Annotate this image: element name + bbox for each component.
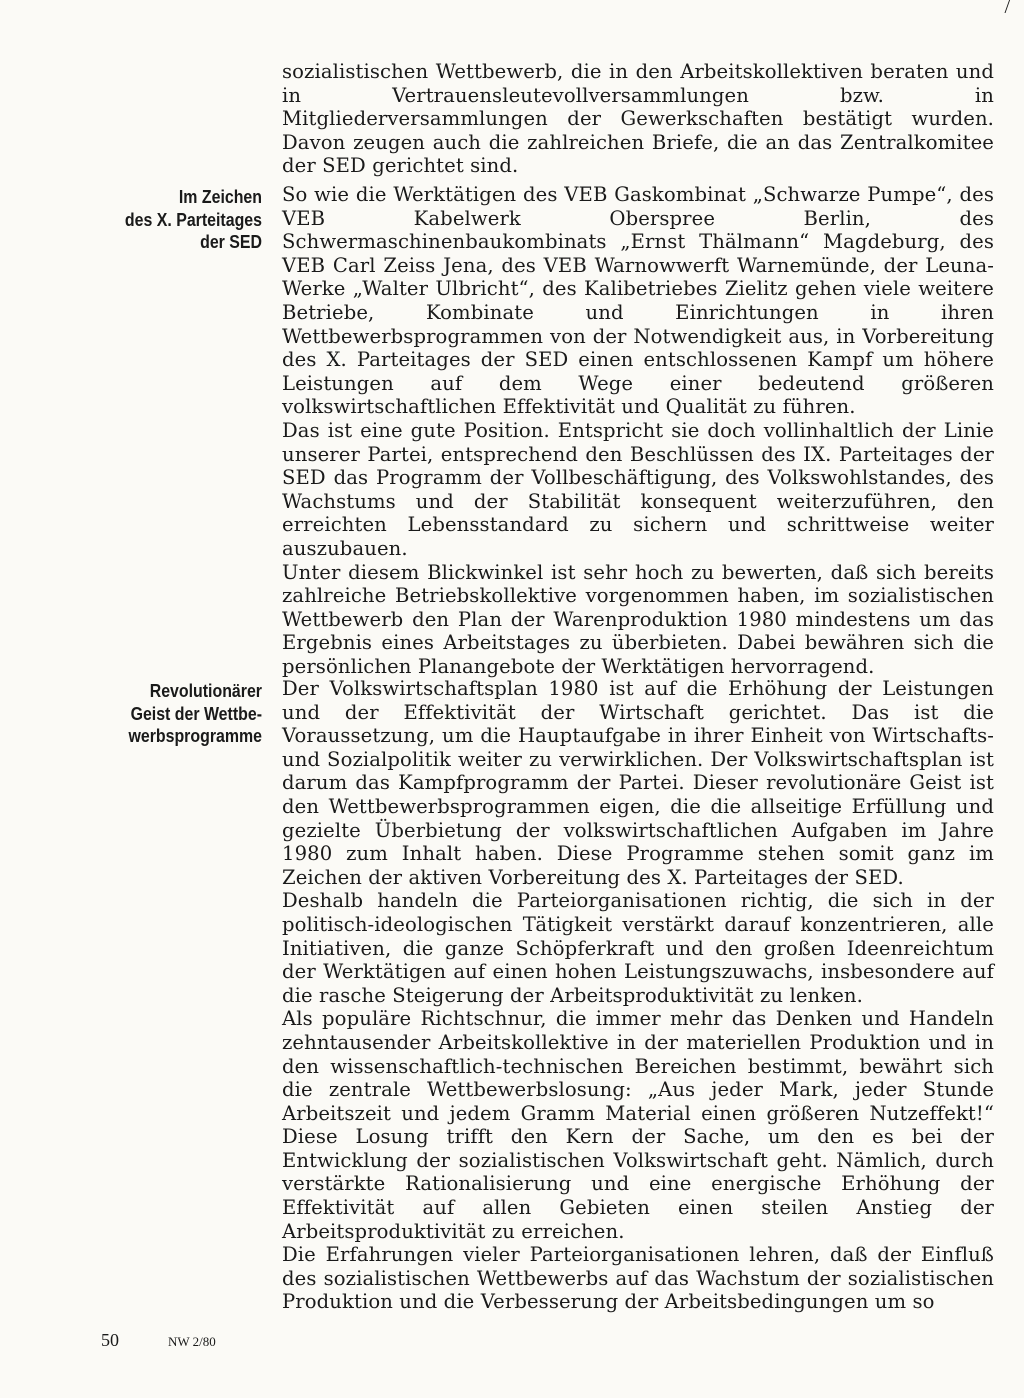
heading-line: werbsprogramme (128, 725, 262, 746)
heading-line: Im Zeichen (178, 186, 262, 207)
issue-label: NW 2/80 (168, 1334, 216, 1349)
margin-heading-2 (107, 680, 262, 748)
section-2-text (282, 677, 994, 1314)
heading-line: Revolutionärer (149, 680, 262, 701)
heading-line: der SED (200, 231, 262, 252)
corner-mark: / (1004, 0, 1010, 18)
heading-line: des X. Parteitages (124, 208, 262, 230)
paragraph: Als populäre Richtschnur, die immer mehr das Denken und Handeln zehntausender Arbeitskollektive in der materiellen Produktion und in den wissenschaftlich-technischen Bereichen bestimmt, bewährt sich die zentrale Wettbewerbslosung: „Aus jeder Mark, jeder Stunde Arbeitszeit und jedem Gramm Material einen größeren Nutzeffekt!“ Diese Losung trifft den Kern der Sache, um den es bei der Entwicklung der sozialistischen Volkswirtschaft geht. Nämlich, durch verstärkte Rationalisierung und eine energische Erhöhung der Effektivität auf allen Gebieten einen steilen Anstieg der Arbeitsproduktivität zu erreichen. (282, 1007, 994, 1243)
paragraph: Die Erfahrungen vieler Parteiorganisationen lehren, daß der Einfluß des sozialistischen Wettbewerbs auf das Wachstum der sozialistischen Produktion und die Verbesserung der Arbeitsbedingungen um so (282, 1243, 994, 1314)
paragraph: Das ist eine gute Position. Entspricht sie doch vollinhaltlich der Linie unserer Partei, entsprechend den Beschlüssen des IX. Parteitages der SED das Programm der Vollbeschäftigung, des Volkswohlstandes, des Wachstums und der Stabilität konsequent weiterzuführen, den erreichten Lebensstandard zu sichern und schrittweise weiter auszubauen. (282, 418, 994, 560)
paragraph: Deshalb handeln die Parteiorganisationen richtig, die sich in der politisch-ideologischen Tätigkeit verstärkt darauf konzentrieren, alle Initiativen, die ganze Schöpferkraft und den großen Ideenreichtum der Werktätigen auf einen hohen Leistungszuwachs, insbesondere auf die rasche Steigerung der Arbeitsproduktivität zu lenken. (282, 889, 994, 1007)
page-number: 50 (101, 1330, 119, 1350)
paragraph: sozialistischen Wettbewerb, die in den Arbeitskollektiven beraten und in Vertrauensleutevollversammlungen bzw. in Mitgliederversammlungen der Gewerkschaften bestätigt wurden. Davon zeugen auch die zahlreichen Briefe, die an das Zentralkomitee der SED gerichtet sind. (282, 60, 994, 178)
margin-heading-1 (107, 186, 262, 254)
paragraph: Unter diesem Blickwinkel ist sehr hoch zu bewerten, daß sich bereits zahlreiche Betriebskollektive vorgenommen haben, im sozialistischen Wettbewerb den Plan der Warenproduktion 1980 mindestens um das Ergebnis eines Arbeitstages zu überbieten. Dabei bewähren sich die persönlichen Planangebote der Werktätigen hervorragend. (282, 560, 994, 678)
section-1-text (282, 183, 994, 678)
heading-line: Geist der Wettbe- (130, 702, 262, 724)
paragraph: Der Volkswirtschaftsplan 1980 ist auf die Erhöhung der Leistungen und der Effektivität der Wirtschaft gerichtet. Das ist die Voraussetzung, um die Hauptaufgabe in ihrer Einheit von Wirtschafts- und Sozialpolitik weiter zu verwirklichen. Der Volkswirtschaftsplan ist darum das Kampfprogramm der Partei. Dieser revolutionäre Geist ist den Wettbewerbsprogrammen eigen, die die allseitige Erfüllung und gezielte Überbietung der volkswirtschaftlichen Aufgaben im Jahre 1980 zum Inhalt haben. Diese Programme stehen somit ganz im Zeichen der aktiven Vorbereitung des X. Parteitages der SED. (282, 677, 994, 889)
intro-text (282, 60, 994, 178)
paragraph: So wie die Werktätigen des VEB Gaskombinat „Schwarze Pumpe“, des VEB Kabelwerk Oberspree Berlin, des Schwermaschinenbaukombinats „Ernst Thälmann“ Magdeburg, des VEB Carl Zeiss Jena, des VEB Warnowwerft Warnemünde, der Leuna-Werke „Walter Ulbricht“, des Kalibetriebes Zielitz gehen viele weitere Betriebe, Kombinate und Einrichtungen in ihren Wettbewerbsprogrammen von der Notwendigkeit aus, in Vorbereitung des X. Parteitages der SED einen entschlossenen Kampf um höhere Leistungen auf dem Wege einer bedeutend größeren volkswirtschaftlichen Effektivität und Qualität zu führen. (282, 183, 994, 419)
